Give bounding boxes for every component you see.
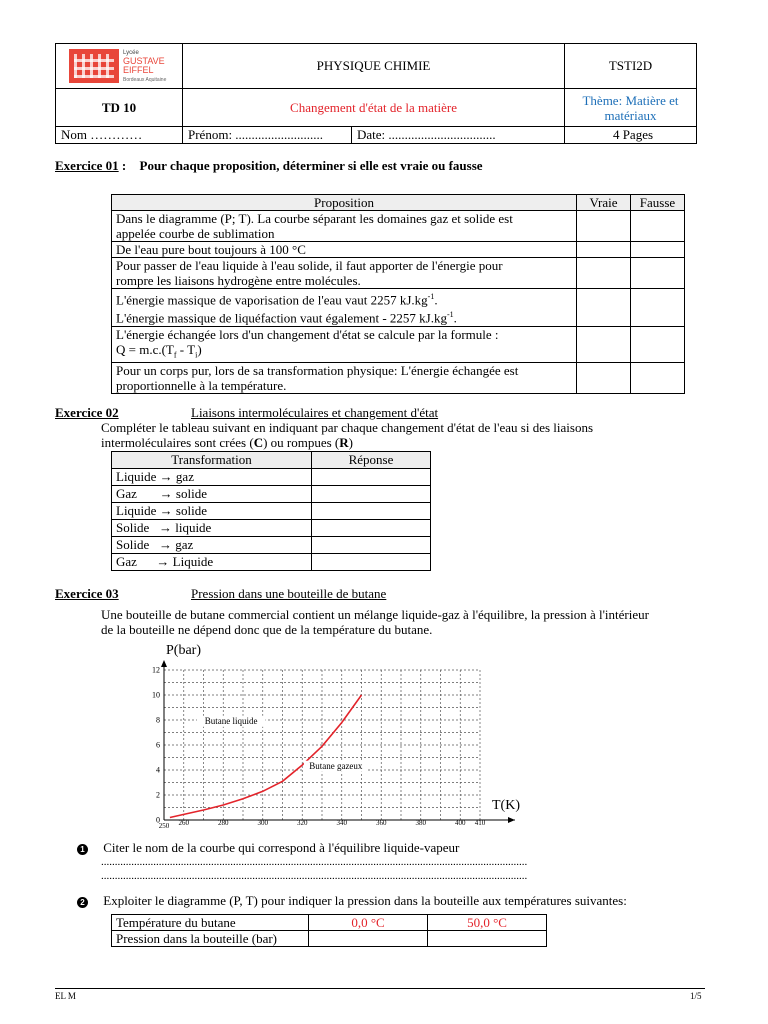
- y-tick-label: 0: [156, 815, 160, 825]
- answer-cell[interactable]: [312, 537, 431, 554]
- ex1-header-fausse: Fausse: [631, 195, 685, 211]
- y-tick-label: 4: [156, 765, 160, 775]
- answer-cell[interactable]: [631, 326, 685, 363]
- answer-cell[interactable]: [312, 469, 431, 486]
- ex1-instruction: Pour chaque proposition, déterminer si elle est vraie ou fausse: [139, 158, 483, 173]
- x-tick-label: 280: [218, 819, 229, 827]
- header-table: [55, 43, 697, 144]
- ex1-table: [111, 194, 685, 394]
- ex2-label: Exercice 02: [55, 405, 119, 420]
- bullet-1-icon: 1: [77, 844, 88, 855]
- table-row: Température du butane 0,0 °C 50,0 °C: [112, 915, 547, 931]
- ex1-heading: Exercice 01 : Pour chaque proposition, déterminer si elle est vraie ou fausse: [55, 158, 483, 173]
- answer-cell[interactable]: [428, 931, 547, 947]
- answer-cell[interactable]: [577, 211, 631, 242]
- y-tick-label: 10: [152, 690, 160, 700]
- x-tick-label: 300: [257, 819, 268, 827]
- x-tick-label: 320: [297, 819, 308, 827]
- table-row: Dans le diagramme (P; T). La courbe séparant les domaines gaz et solide est appelée courbe de sublimation: [112, 211, 685, 242]
- answer-cell[interactable]: [312, 503, 431, 520]
- answer-cell[interactable]: [312, 554, 431, 571]
- x-tick-label: 380: [415, 819, 426, 827]
- vapor-pressure-curve: [170, 695, 362, 818]
- prenom-field: Prénom: ...........................: [183, 127, 352, 144]
- answer-cell[interactable]: [312, 486, 431, 503]
- td-number: TD 10: [56, 89, 183, 127]
- pt-diagram-chart: [140, 640, 530, 840]
- logo-sub-label: Bordeaux Aquitaine: [123, 77, 167, 83]
- table-row: Pression dans la bouteille (bar): [112, 931, 547, 947]
- ex2-header-reponse: Réponse: [312, 452, 431, 469]
- table-row: Gaz → solide: [112, 486, 431, 503]
- school-logo-icon: [69, 49, 119, 83]
- logo-top-label: Lycée: [123, 50, 139, 56]
- page-number: 1/5: [690, 991, 702, 1001]
- logo-cell: [56, 44, 183, 89]
- table-row: Liquide → gaz: [112, 469, 431, 486]
- date-field: Date: .................................: [352, 127, 565, 144]
- y-axis-label: P(bar): [166, 643, 201, 658]
- ex1-header-vraie: Vraie: [577, 195, 631, 211]
- ex1-label: Exercice 01: [55, 158, 119, 173]
- table-row: L'énergie échangée lors d'un changement d'état se calcule par la formule : $Q = m.c.(T_f - T_i)$: [112, 326, 685, 363]
- table-row: Liquide → solide: [112, 503, 431, 520]
- logo-name: GUSTAVE EIFFEL: [123, 56, 165, 75]
- ex2-title: Liaisons intermoléculaires et changement d'état: [191, 405, 439, 420]
- ex2-header-transformation: Transformation: [112, 452, 312, 469]
- footer-rule: [55, 988, 705, 989]
- y-tick-label: 12: [152, 665, 160, 675]
- x-tick-label: 250: [158, 822, 170, 830]
- answer-line-1[interactable]: ...........................................................................................................................................................: [101, 856, 528, 868]
- answer-cell[interactable]: [631, 211, 685, 242]
- answer-cell[interactable]: [577, 326, 631, 363]
- x-tick-label: 260: [178, 819, 189, 827]
- q2: [77, 893, 627, 908]
- answer-cell[interactable]: [631, 242, 685, 258]
- footer-left: EL M: [55, 991, 76, 1001]
- x-axis-label: T(K): [492, 798, 520, 813]
- q1-text: Citer le nom de la courbe qui correspond à l'équilibre liquide-vapeur: [103, 840, 460, 855]
- answer-line-2[interactable]: ...........................................................................................................................................................: [101, 870, 528, 882]
- y-tick-label: 6: [156, 740, 160, 750]
- x-tick-label: 400: [455, 819, 466, 827]
- nom-field: Nom …………: [56, 127, 183, 144]
- x-axis-arrow-icon: [508, 817, 515, 823]
- answer-cell[interactable]: [631, 363, 685, 394]
- bullet-2-icon: 2: [77, 897, 88, 908]
- answer-cell[interactable]: [312, 520, 431, 537]
- answer-cell[interactable]: [577, 258, 631, 289]
- ex3-intro: Une bouteille de butane commercial contient un mélange liquide-gaz à l'équilibre, la pression à l'intérieur de la bouteille ne dépend donc que de la température du butane.: [101, 607, 649, 637]
- answer-cell[interactable]: [309, 931, 428, 947]
- answer-cell[interactable]: [631, 289, 685, 327]
- answer-cell[interactable]: [577, 363, 631, 394]
- y-axis-arrow-icon: [161, 660, 167, 667]
- table-row: Pour passer de l'eau liquide à l'eau solide, il faut apporter de l'énergie pour rompre les liaisons hydrogène entre molécules.: [112, 258, 685, 289]
- subject-title: PHYSIQUE CHIMIE: [183, 44, 565, 89]
- table-row: Pour un corps pur, lors de sa transformation physique: L'énergie échangée est proportionnelle à la température.: [112, 363, 685, 394]
- ex3-table: [111, 914, 547, 947]
- ex1-header-proposition: Proposition: [112, 195, 577, 211]
- table-row: De l'eau pure bout toujours à 100 °C: [112, 242, 685, 258]
- class-label: TSTI2D: [565, 44, 697, 89]
- theme-label: Thème: Matière et matériaux: [565, 89, 697, 127]
- x-tick-label: 410: [474, 819, 486, 827]
- q2-text: Exploiter le diagramme (P, T) pour indiquer la pression dans la bouteille aux températures suivantes:: [103, 893, 627, 908]
- annotation-label: Butane liquide: [204, 715, 258, 726]
- answer-cell[interactable]: [577, 289, 631, 327]
- answer-cell[interactable]: [577, 242, 631, 258]
- table-row: Gaz → Liquide: [112, 554, 431, 571]
- ex3-heading: [55, 586, 119, 602]
- y-tick-label: 2: [156, 790, 160, 800]
- x-tick-label: 360: [376, 819, 387, 827]
- ex3-label: Exercice 03: [55, 586, 119, 601]
- annotation-label: Butane gazeux: [309, 760, 363, 771]
- ex2-heading: [55, 405, 119, 421]
- table-row: L'énergie massique de vaporisation de l'eau vaut 2257 $kJ.kg^{-1}$. L'énergie massique de liquéfaction vaut également - 2257 $kJ.kg^{-1}$.: [112, 289, 685, 327]
- q1: [77, 840, 459, 855]
- ex3-title: Pression dans une bouteille de butane: [191, 586, 387, 601]
- y-tick-label: 8: [156, 715, 160, 725]
- answer-cell[interactable]: [631, 258, 685, 289]
- ex2-table: [111, 451, 431, 571]
- x-tick-label: 340: [336, 819, 347, 827]
- pages-label: 4 Pages: [565, 127, 697, 144]
- table-row: Solide → liquide: [112, 520, 431, 537]
- page-title: Changement d'état de la matière: [183, 89, 565, 127]
- ex2-instruction: Compléter le tableau suivant en indiquant par chaque changement d'état de l'eau si des liaisons intermoléculaires sont crées (C) ou rompues (R): [101, 420, 594, 450]
- table-row: Solide → gaz: [112, 537, 431, 554]
